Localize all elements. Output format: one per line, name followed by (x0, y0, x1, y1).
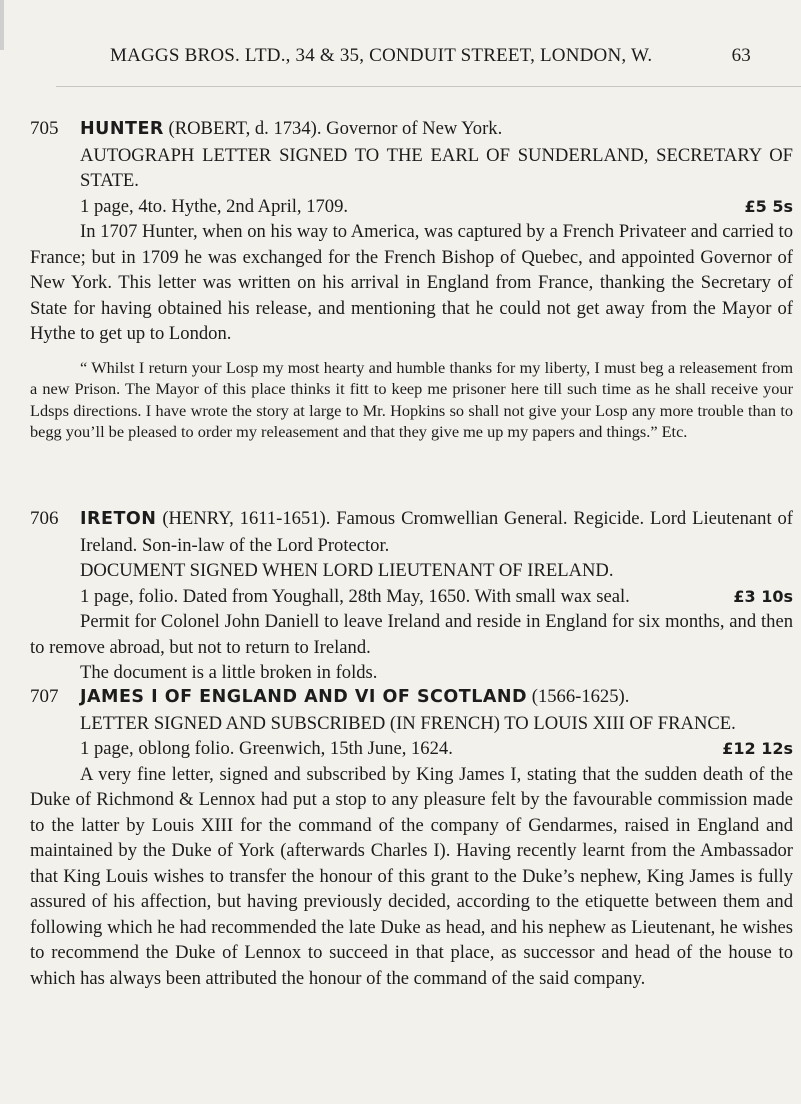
entry-details-row (30, 584, 793, 610)
entry-heading (30, 684, 793, 711)
entry-name: JAMES I OF ENGLAND AND VI OF SCOTLAND (80, 687, 528, 707)
entry-description: Permit for Colonel John Daniell to leave Ireland and reside in England for six months, and then to remove abroad, but not to return to Ireland. (30, 611, 793, 658)
entry-description: A very fine letter, signed and subscribed by King James I, stating that the sudden death of the Duke of Richmond & Lennox had put a stop to any pleasure felt by the favourable commission made to the latter by Louis XIII for the command of the company of Gendarmes, raised in England and maintained by the Duke of York (afterwards Charles I). Having recently learnt from the Ambassador that King Louis wishes to transfer the honour of this grant to the Duke’s nephew, King James is fully assured of his affection, but having previously decided, according to the etiquette between them and following which he had recommended the late Duke as head, and his nephew as Lieutenant, he wishes to recommend the Duke of Lennox to succeed in that place, as successor and head of the house to which has always been attributed the honour of the command of the said company. (30, 763, 793, 989)
entry-price: £12 12s (722, 739, 793, 758)
entry-quote: “ Whilst I return your Losp my most hearty and humble thanks for my liberty, I must beg a releasement from a new Prison. The Mayor of this place thinks it fitt to keep me prisoner here till such time as he shall receive your Ldsps directions. I have wrote the story at large to Mr. Hopkins so shall not give your Losp any more trouble than to begg you’ll be pleased to order my releasement and that they give me up my papers and things.” Etc. (30, 357, 793, 441)
header-rule (56, 86, 801, 87)
entry-details-row (30, 194, 793, 220)
running-header (110, 45, 751, 67)
entry-heading (30, 116, 793, 143)
entry-price: £3 10s (733, 586, 793, 606)
entry-details: 1 page, folio. Dated from Youghall, 28th May, 1650. With small wax seal. (80, 585, 630, 607)
entry-details-row (30, 736, 793, 762)
entry-heading-rest: (1566-1625). (531, 686, 630, 707)
lot-number: 707 (30, 686, 59, 707)
entry-title: DOCUMENT SIGNED WHEN LORD LIEUTENANT OF IRELAND. (80, 560, 614, 581)
entry-heading-rest: (HENRY, 1611-1651). Famous Cromwellian General. Regicide. Lord Lieutenant of Ireland. Son-in-law of the Lord Protector. (80, 508, 793, 556)
entry-title: LETTER SIGNED AND SUBSCRIBED (IN FRENCH) TO LOUIS XIII OF FRANCE. (80, 712, 736, 734)
entry-heading-rest: (ROBERT, d. 1734). Governor of New York. (168, 118, 503, 139)
entry-heading (30, 506, 793, 558)
entry-details: 1 page, oblong folio. Greenwich, 15th June, 1624. (80, 738, 453, 759)
catalogue-entry-705 (30, 116, 793, 443)
catalogue-entry-707 (30, 684, 793, 991)
entry-title: AUTOGRAPH LETTER SIGNED TO THE EARL OF SUNDERLAND, SECRETARY OF STATE. (80, 144, 793, 191)
lot-number: 705 (30, 118, 59, 139)
header-title: MAGGS BROS. LTD., 34 & 35, CONDUIT STREET, LONDON, W. (110, 45, 653, 66)
entry-name: IRETON (80, 509, 157, 529)
entry-price: £5 5s (744, 196, 793, 216)
catalogue-entry-706 (30, 506, 793, 686)
page-number: 63 (731, 45, 751, 66)
entry-details: 1 page, 4to. Hythe, 2nd April, 1709. (80, 195, 349, 217)
entry-description-2: The document is a little broken in folds. (80, 662, 378, 683)
page-edge (0, 0, 4, 50)
entry-description: In 1707 Hunter, when on his way to America, was captured by a French Privateer and carried to France; but in 1709 he was exchanged for the French Bishop of Quebec, and appointed Governor of New York. This letter was written on his arrival in England from France, thanking the Secretary of State for having obtained his release, and mentioning that he could not get away from the Mayor of Hythe to get up to London. (30, 221, 793, 344)
lot-number: 706 (30, 508, 59, 529)
entry-name: HUNTER (80, 119, 164, 139)
